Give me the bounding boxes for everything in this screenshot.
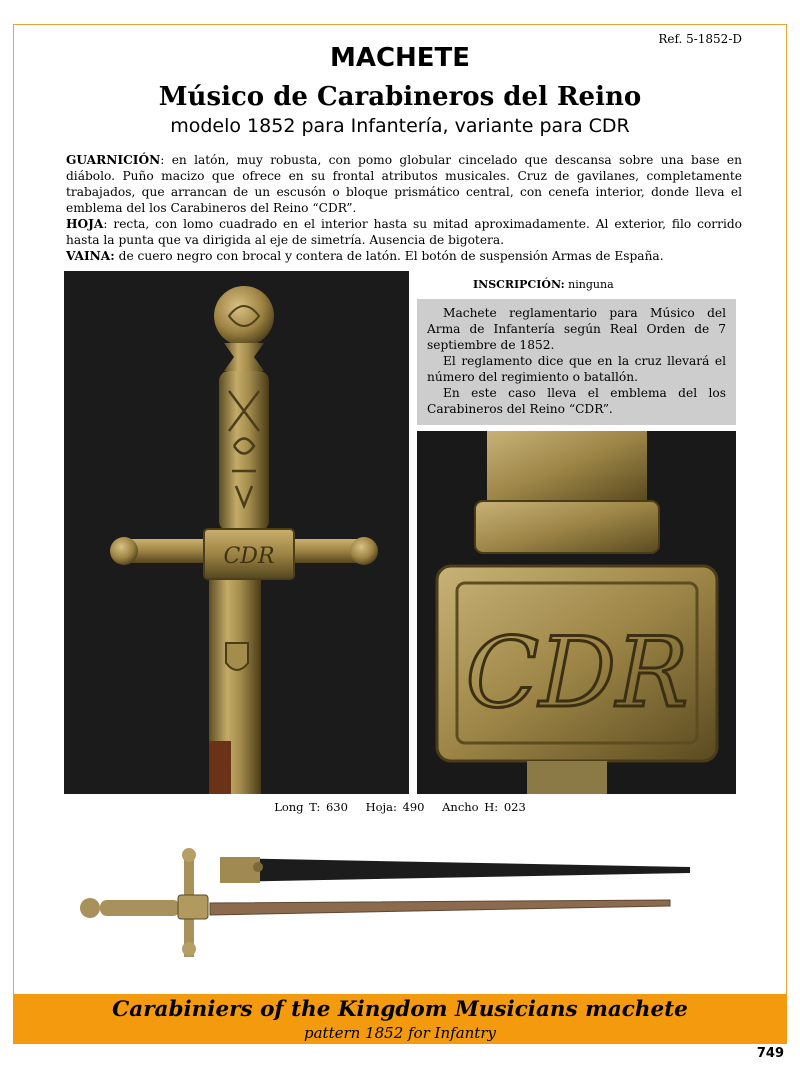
arms-shield [226,643,248,670]
reference-code: Ref. 5-1852-D [658,32,742,46]
page-number: 749 [756,1046,784,1061]
guarnicion-text: : en latón, muy robusta, con pomo globular cincelado que descansa sobre una base en diábolo. Puño macizo que ofrece en su frontal atributos musicales. Cruz de gavilanes, completamente trabajados, que arrancan de un escusón o bloque prismático central, con cenefa interior, donde lleva el emblema del los Carabineros del Reino “CDR”. [66,153,742,215]
guard-finial-left [110,537,138,565]
vaina-paragraph [66,248,742,264]
pommel [214,286,274,346]
english-title-banner [13,994,787,1044]
hoja-paragraph [66,216,742,248]
description-block [66,152,742,264]
detail-ferrule [475,501,659,553]
detail-monogram: CDR [465,617,689,729]
full-escutcheon [178,895,208,919]
note-paragraph-2: El reglamento dice que en la cruz llevará el número del regimiento o batallón. [427,354,726,384]
detail-grip [487,431,647,501]
escutcheon-monogram: CDR [223,544,275,569]
dimensions-line [0,800,800,814]
hoja-label: HOJA [66,217,104,231]
dimension-total-length: Long T: 630 [274,800,348,814]
page-title: MACHETE [329,43,471,73]
inscription-value: ninguna [564,278,614,291]
guard-finial-right [350,537,378,565]
leather-strip [209,741,231,794]
banner-subtitle: pattern 1852 for Infantry [304,1024,496,1042]
note-box [417,299,736,425]
full-machete-illustration [70,845,710,957]
note-paragraph-3: En este caso lleva el emblema del los Carabineros del Reino “CDR”. [427,386,726,416]
vaina-text: de cuero negro con brocal y contera de latón. El botón de suspensión Armas de España. [114,249,664,263]
blade [210,900,670,915]
full-pommel [80,898,100,918]
escutcheon-detail-illustration [417,431,736,794]
full-grip [100,900,180,916]
full-guard-top-finial [182,848,196,862]
guarnicion-label: GUARNICIÓN [66,153,161,167]
hoja-text: : recta, con lomo cuadrado en el interior hasta su mitad aproximadamente. Al exterior, filo corrido hasta la punta que va dirigida al eje de simetría. Ausencia de bigotera. [66,217,742,247]
note-paragraph-1: Machete reglamentario para Músico del Arma de Infantería según Real Orden de 7 septiembre de 1852. [427,306,726,352]
page-model-line: modelo 1852 para Infantería, variante para CDR [170,115,630,137]
scabbard-button [253,862,263,872]
hilt-illustration [64,271,409,794]
hilt-photo [64,271,409,794]
detail-blade [527,761,607,794]
inscription [473,278,614,291]
vaina-label: VAINA: [66,249,115,263]
dimension-width: Ancho H: 023 [442,800,526,814]
scabbard [220,858,690,882]
banner-title: Carabiniers of the Kingdom Musicians machete [112,997,688,1022]
dimension-blade: Hoja: 490 [365,800,425,814]
full-machete-photo [70,845,710,957]
inscription-label: INSCRIPCIÓN: [473,278,565,291]
guarnicion-paragraph [66,152,742,216]
escutcheon-detail-photo [417,431,736,794]
full-guard-bottom-finial [182,942,196,956]
page-subtitle: Músico de Carabineros del Reino [158,82,642,112]
